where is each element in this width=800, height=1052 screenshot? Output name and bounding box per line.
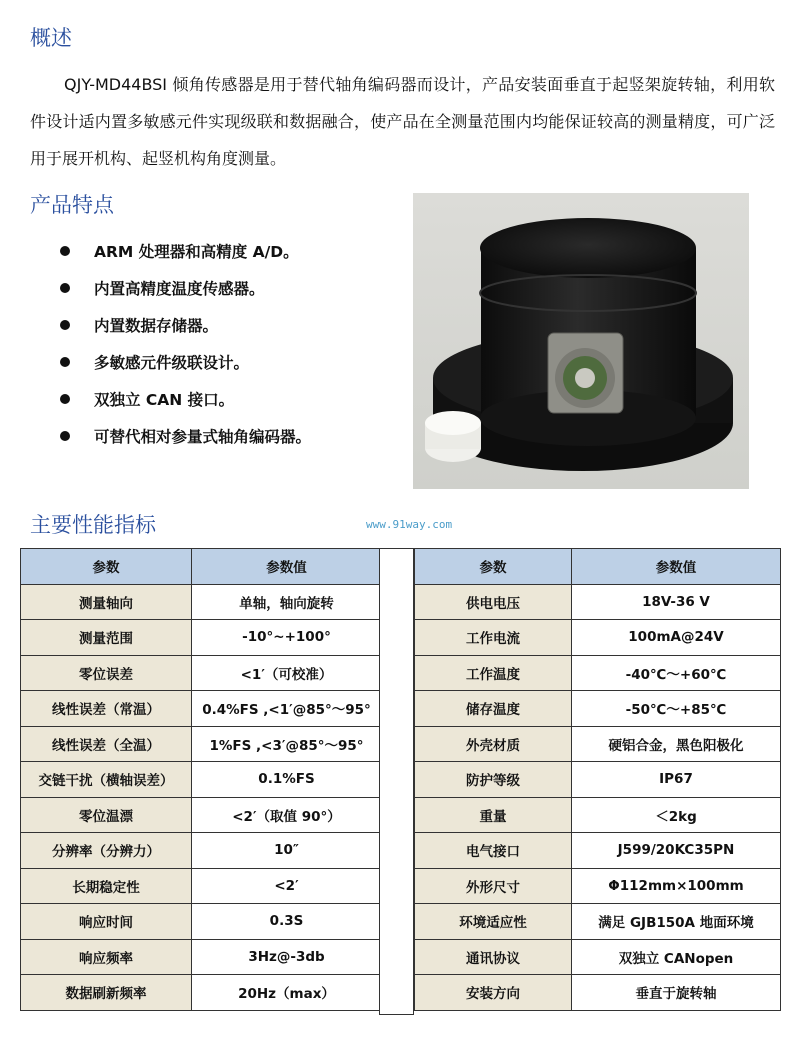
param-name-cell: 交链干扰（横轴误差） xyxy=(21,762,192,798)
table-row xyxy=(21,833,382,869)
param-name-cell: 响应频率 xyxy=(21,939,192,975)
param-name-cell: 工作温度 xyxy=(415,655,572,691)
param-name-cell: 外壳材质 xyxy=(415,726,572,762)
param-value-cell: 0.1%FS xyxy=(192,762,382,798)
param-value-cell: Φ112mm×100mm xyxy=(572,868,781,904)
table-row xyxy=(415,726,781,762)
param-name-cell: 线性误差（全温） xyxy=(21,726,192,762)
feature-item: 内置数据存储器。 xyxy=(60,306,311,343)
param-value-cell: 垂直于旋转轴 xyxy=(572,975,781,1011)
table-row xyxy=(21,939,382,975)
param-name-cell: 测量轴向 xyxy=(21,584,192,620)
param-name-cell: 分辨率（分辨力） xyxy=(21,833,192,869)
table-row xyxy=(21,904,382,940)
param-name-cell: 电气接口 xyxy=(415,833,572,869)
table-row xyxy=(415,904,781,940)
bullet-icon xyxy=(60,394,70,404)
bullet-icon xyxy=(60,246,70,256)
param-name-cell: 供电电压 xyxy=(415,584,572,620)
param-name-cell: 线性误差（常温） xyxy=(21,691,192,727)
spec-table-left xyxy=(20,548,382,1011)
param-value-cell: 100mA@24V xyxy=(572,620,781,656)
feature-item: 可替代相对参量式轴角编码器。 xyxy=(60,417,311,454)
column-header-value: 参数值 xyxy=(572,549,781,585)
sensor-illustration xyxy=(413,193,749,489)
table-row xyxy=(21,868,382,904)
column-header-param: 参数 xyxy=(415,549,572,585)
param-name-cell: 防护等级 xyxy=(415,762,572,798)
param-name-cell: 长期稳定性 xyxy=(21,868,192,904)
param-value-cell: ＜2kg xyxy=(572,797,781,833)
param-name-cell: 通讯协议 xyxy=(415,939,572,975)
table-row xyxy=(415,797,781,833)
table-row xyxy=(415,833,781,869)
param-value-cell: 硬铝合金，黑色阳极化 xyxy=(572,726,781,762)
param-value-cell: <1′（可校准） xyxy=(192,655,382,691)
feature-item: ARM 处理器和高精度 A/D。 xyxy=(60,232,311,269)
table-row xyxy=(415,762,781,798)
param-value-cell: -50℃～+85℃ xyxy=(572,691,781,727)
table-row xyxy=(21,797,382,833)
table-row xyxy=(415,939,781,975)
param-name-cell: 零位温漂 xyxy=(21,797,192,833)
bullet-icon xyxy=(60,431,70,441)
param-value-cell: 双独立 CANopen xyxy=(572,939,781,975)
param-name-cell: 数据刷新频率 xyxy=(21,975,192,1011)
section-heading-specs: 主要性能指标 xyxy=(30,513,156,537)
param-value-cell: 20Hz（max） xyxy=(192,975,382,1011)
param-name-cell: 环境适应性 xyxy=(415,904,572,940)
param-value-cell: <2′（取值 90°） xyxy=(192,797,382,833)
feature-list xyxy=(60,232,311,454)
table-row xyxy=(21,762,382,798)
param-value-cell: 单轴，轴向旋转 xyxy=(192,584,382,620)
param-value-cell: 满足 GJB150A 地面环境 xyxy=(572,904,781,940)
column-header-param: 参数 xyxy=(21,549,192,585)
param-name-cell: 测量范围 xyxy=(21,620,192,656)
param-value-cell: 1%FS ,<3′@85°～95° xyxy=(192,726,382,762)
param-name-cell: 重量 xyxy=(415,797,572,833)
table-row xyxy=(21,975,382,1011)
table-row xyxy=(21,584,382,620)
param-name-cell: 储存温度 xyxy=(415,691,572,727)
overview-paragraph: QJY-MD44BSI 倾角传感器是用于替代轴角编码器而设计，产品安装面垂直于起竖架旋转轴，利用软件设计适内置多敏感元件实现级联和数据融合，使产品在全测量范围内均能保证较高的测量精度，可广泛用于展开机构、起竖机构角度测量。 xyxy=(30,75,775,168)
table-row xyxy=(415,655,781,691)
param-name-cell: 安装方向 xyxy=(415,975,572,1011)
section-heading-overview: 概述 xyxy=(30,26,72,50)
table-row xyxy=(415,691,781,727)
bullet-icon xyxy=(60,357,70,367)
section-heading-features: 产品特点 xyxy=(30,193,114,217)
param-value-cell: -40℃～+60℃ xyxy=(572,655,781,691)
table-row xyxy=(21,655,382,691)
bullet-icon xyxy=(60,283,70,293)
table-row xyxy=(415,868,781,904)
spec-table-right xyxy=(414,548,781,1011)
param-name-cell: 外形尺寸 xyxy=(415,868,572,904)
table-row xyxy=(21,620,382,656)
param-value-cell: J599/20KC35PN xyxy=(572,833,781,869)
feature-item: 内置高精度温度传感器。 xyxy=(60,269,311,306)
bullet-icon xyxy=(60,320,70,330)
table-row xyxy=(415,584,781,620)
param-name-cell: 工作电流 xyxy=(415,620,572,656)
product-photo xyxy=(413,193,749,489)
table-row xyxy=(415,975,781,1011)
param-value-cell: 10″ xyxy=(192,833,382,869)
param-value-cell: 18V-36 V xyxy=(572,584,781,620)
param-value-cell: 0.4%FS ,<1′@85°～95° xyxy=(192,691,382,727)
param-name-cell: 零位误差 xyxy=(21,655,192,691)
feature-item: 双独立 CAN 接口。 xyxy=(60,380,311,417)
param-value-cell: 0.3S xyxy=(192,904,382,940)
param-value-cell: IP67 xyxy=(572,762,781,798)
table-row xyxy=(21,691,382,727)
column-header-value: 参数值 xyxy=(192,549,382,585)
param-name-cell: 响应时间 xyxy=(21,904,192,940)
param-value-cell: -10°~+100° xyxy=(192,620,382,656)
param-value-cell: 3Hz@-3db xyxy=(192,939,382,975)
feature-item: 多敏感元件级联设计。 xyxy=(60,343,311,380)
table-row xyxy=(415,620,781,656)
table-divider xyxy=(379,548,414,1015)
table-row xyxy=(21,726,382,762)
param-value-cell: <2′ xyxy=(192,868,382,904)
watermark-text: www.91way.com xyxy=(366,518,453,531)
